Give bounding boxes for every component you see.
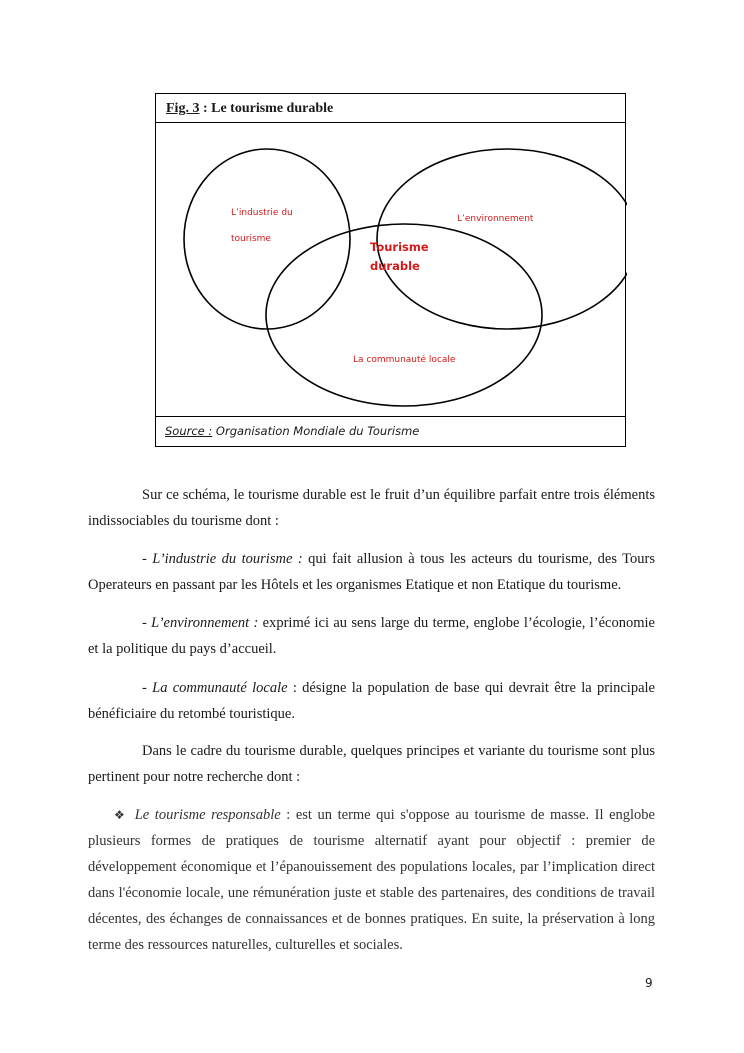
venn-label-industry-1: L’industrie du: [231, 208, 293, 218]
source-label: Source :: [165, 424, 213, 438]
figure-box: [155, 93, 626, 447]
term-environment: L’environnement :: [151, 615, 259, 631]
venn-label-industry-2: tourisme: [231, 234, 271, 244]
venn-label-community: La communauté locale: [353, 355, 456, 365]
term-industry: L’industrie du tourisme :: [152, 551, 303, 567]
circle-environment: [377, 149, 627, 329]
paragraph-intro: Sur ce schéma, le tourisme durable est le fruit d’un équilibre parfait entre trois éléments indissociables du tourisme dont :: [88, 487, 655, 529]
paragraph-environment: [88, 610, 655, 662]
term-responsible-tourism: Le tourisme responsable: [134, 807, 281, 823]
text-industry: qui fait allusion à tous les acteurs du tourisme, des Tours Operateurs en passant par les Hôtels et les organismes Etatique et non Etatique du tourisme.: [88, 551, 655, 593]
figure-title-text: : Le tourisme durable: [199, 101, 334, 116]
venn-center-1: Tourisme: [370, 240, 429, 254]
figure-source: [156, 416, 625, 446]
paragraph-industry: [88, 546, 655, 598]
dash: -: [142, 615, 152, 631]
dash: -: [142, 551, 153, 567]
text-responsible-tourism: : est un terme qui s'oppose au tourisme de masse. Il englobe plusieurs formes de pratiques de tourisme alternatif ayant pour objectif : premier de développement économique et l’épanouissement des populations locales, par l’implication direct dans l'économie locale, une rémunération juste et stable des partenaires, des conditions de travail décentes, des échanges de connaissances et de bonnes pratiques. En suite, la préservation à long terme des ressources naturelles, culturelles et sociales.: [88, 807, 655, 953]
figure-label: Fig. 3: [166, 101, 200, 116]
paragraph-community: [88, 675, 655, 727]
bullet-responsible-tourism: [88, 802, 655, 958]
diamond-bullet-icon: ❖: [114, 808, 127, 822]
venn-diagram: [156, 94, 627, 448]
text-environment: exprimé ici au sens large du terme, englobe l’écologie, l’économie et la politique du pays d’accueil.: [88, 615, 655, 657]
venn-center-2: durable: [370, 259, 420, 273]
paragraph-principles: Dans le cadre du tourisme durable, quelques principes et variante du tourisme sont plus pertinent pour notre recherche dont :: [88, 743, 655, 785]
dash: -: [142, 680, 153, 696]
term-community: La communauté locale: [152, 680, 288, 696]
source-text: Organisation Mondiale du Tourisme: [212, 424, 420, 438]
venn-label-environment: L’environnement: [457, 214, 534, 224]
text-community: : désigne la population de base qui devrait être la principale bénéficiaire du retombé touristique.: [88, 680, 655, 722]
page-number: 9: [645, 976, 653, 990]
